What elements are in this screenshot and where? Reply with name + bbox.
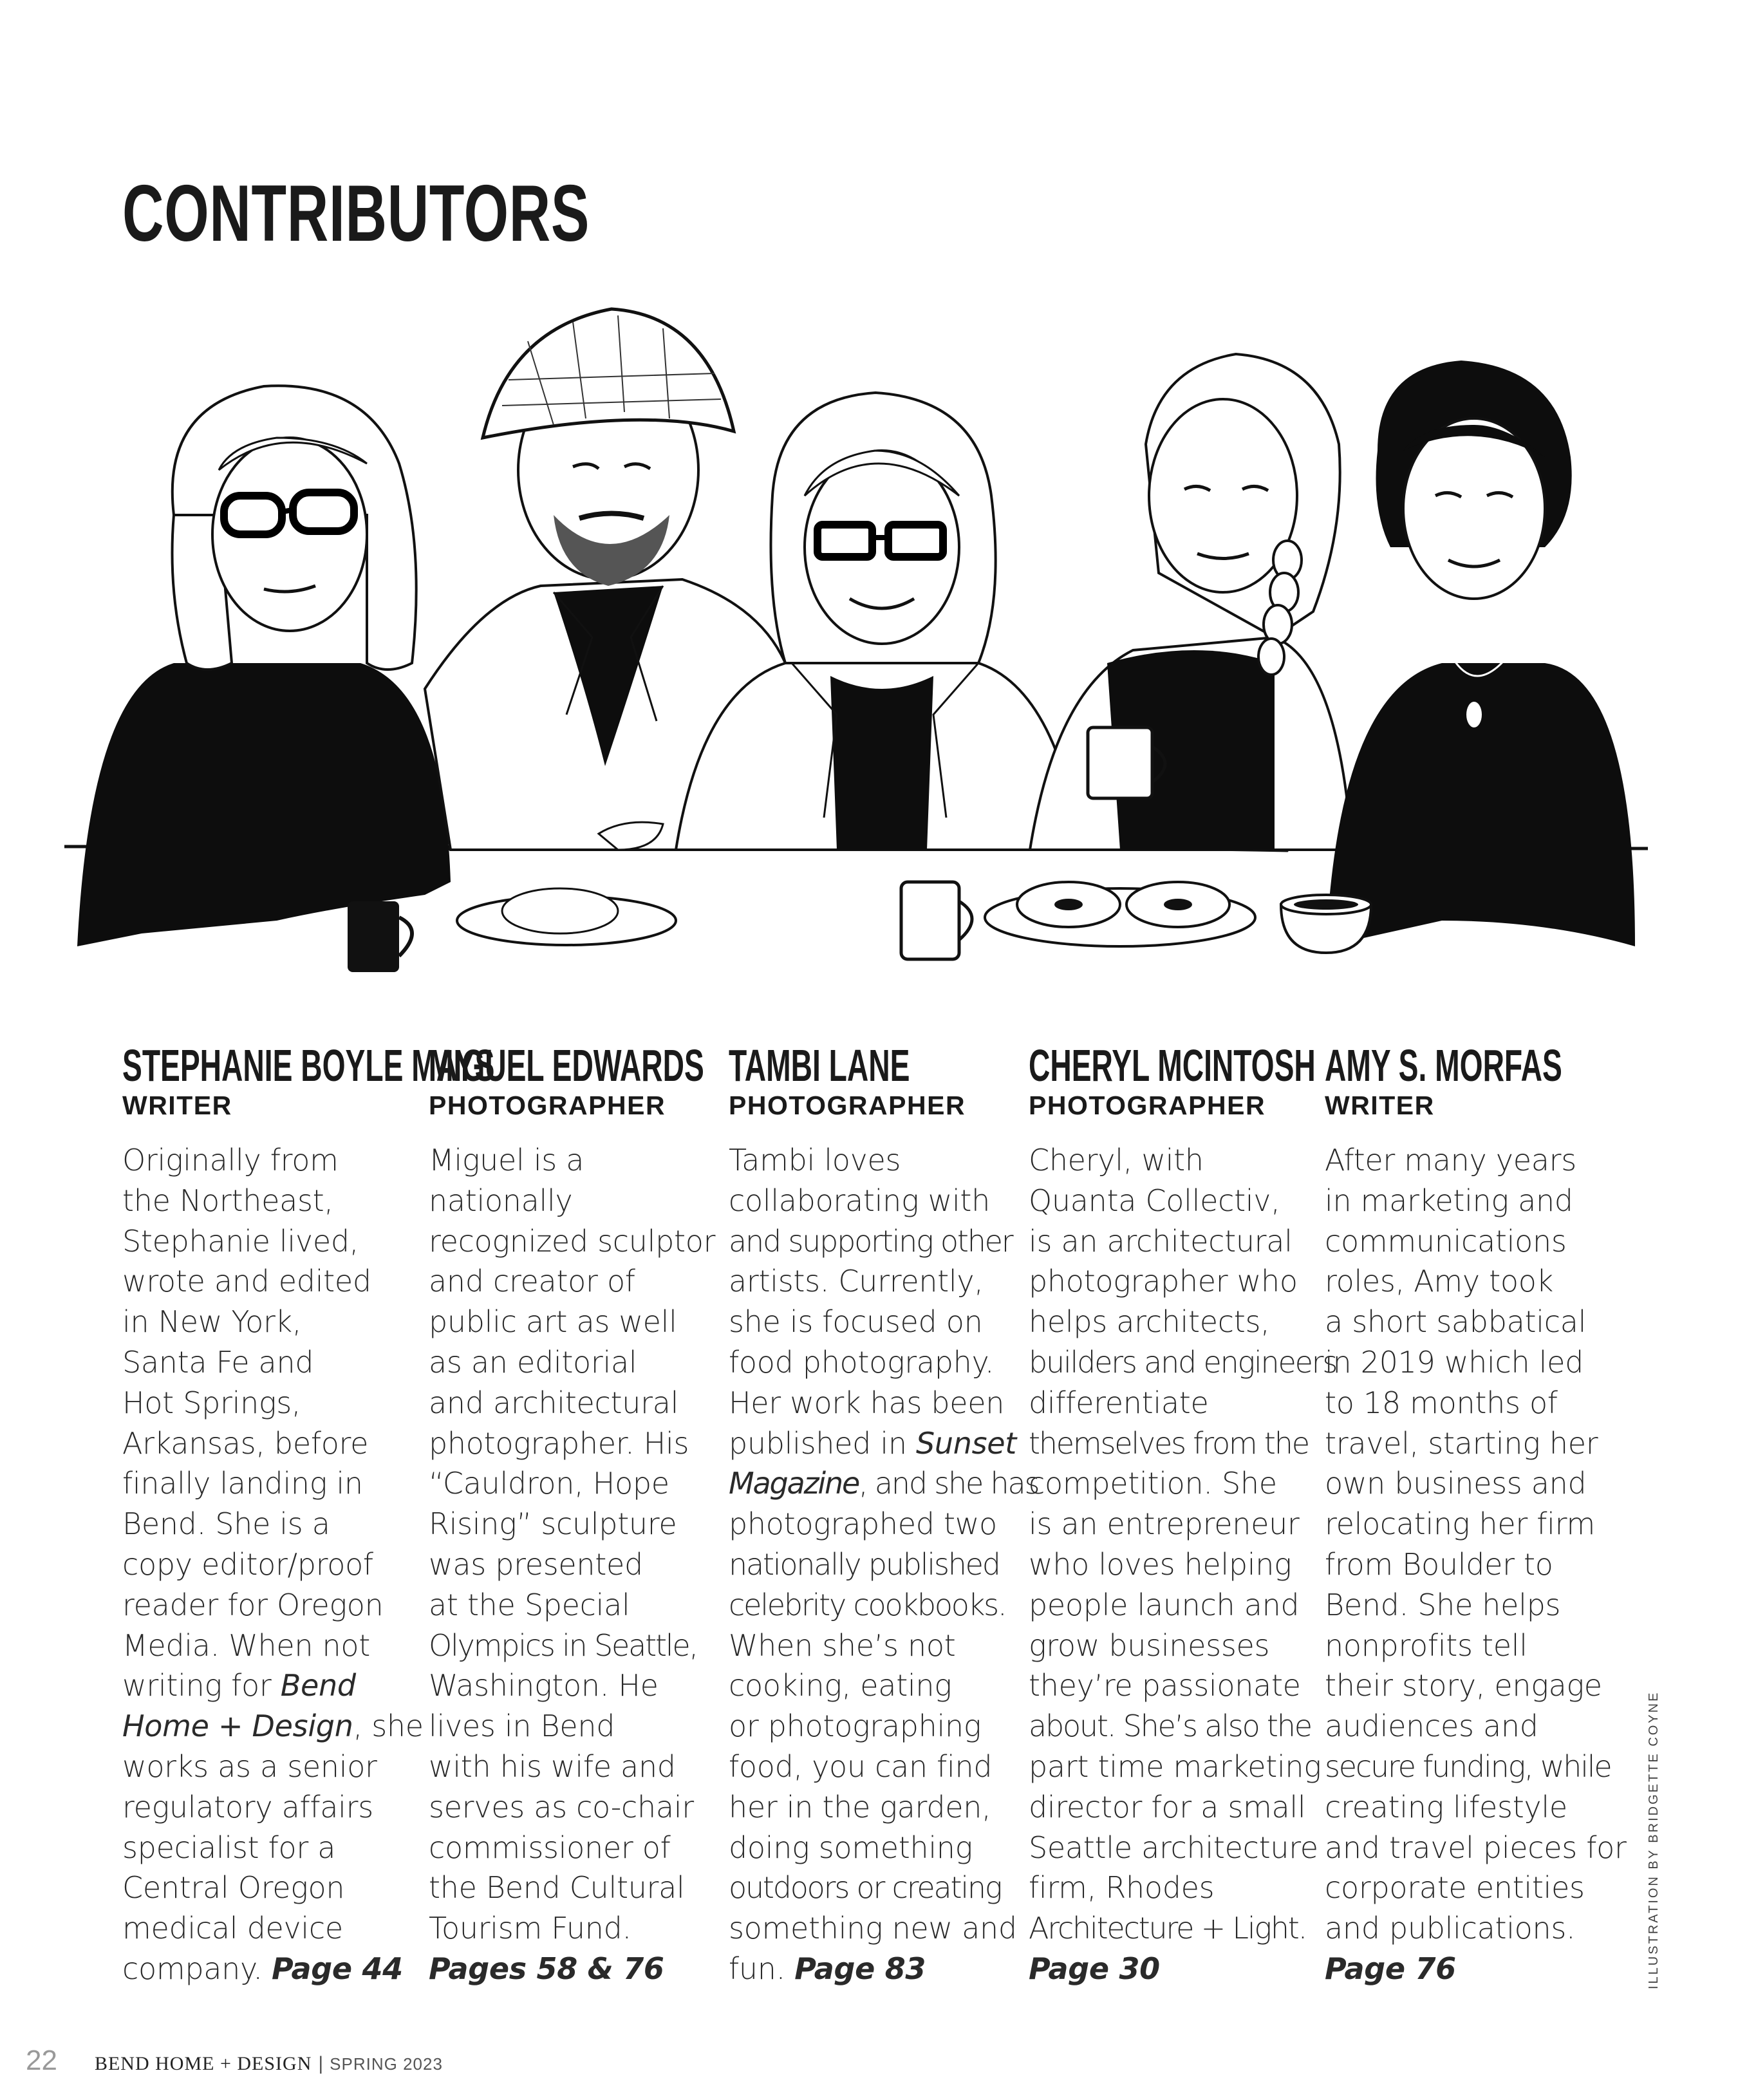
bio-line: and supporting other	[729, 1223, 1013, 1259]
page-number: 22	[26, 2045, 57, 2076]
bio-line: to 18 months of	[1325, 1385, 1558, 1420]
publication-title: Home + Design	[122, 1709, 353, 1744]
contributor-bio	[1325, 1140, 1685, 1989]
bio-line: artists. Currently,	[729, 1264, 984, 1299]
bio-line: they’re passionate	[1029, 1668, 1301, 1703]
bio-line-last	[1325, 1949, 1685, 1989]
bio-line-last	[729, 1949, 1038, 1989]
contributor-bio	[729, 1140, 1038, 1989]
contributor-name: STEPHANIE BOYLE MAYS	[122, 1040, 495, 1091]
contributor-role: WRITER	[122, 1091, 232, 1120]
bio-line: food, you can find	[729, 1748, 993, 1784]
bio-line: with his wife and	[429, 1748, 676, 1784]
bio-line: about. She’s also the	[1029, 1709, 1311, 1744]
illustration-credit: ILLUSTRATION BY BRIDGETTE COYNE	[1647, 1691, 1661, 1989]
bio-line: nationally published	[729, 1546, 1000, 1582]
bio-line: Originally from	[122, 1143, 339, 1177]
bio-line: a short sabbatical	[1325, 1304, 1587, 1340]
bio-line: medical device	[122, 1911, 343, 1946]
bio-line: in marketing and	[1325, 1183, 1573, 1218]
contributors-illustration	[64, 303, 1648, 1004]
bio-line: in 2019 which led	[1325, 1344, 1584, 1380]
bio-line: is an architectural	[1029, 1223, 1293, 1259]
contributor-card-tambi	[729, 1040, 1039, 1989]
bio-line: serves as co-chair	[429, 1789, 694, 1824]
bio-line: photographer who	[1029, 1264, 1298, 1299]
contributor-name: MIGUEL EDWARDS	[429, 1040, 704, 1091]
bio-line: Hot Springs,	[122, 1385, 301, 1420]
bio-line: Bend. She helps	[1325, 1587, 1561, 1622]
bio-line: nonprofits tell	[1325, 1627, 1528, 1663]
bio-line: cooking, eating	[729, 1668, 952, 1703]
bio-line: Central Oregon	[122, 1870, 345, 1906]
publication-title: Magazine	[729, 1466, 859, 1501]
bio-line: roles, Amy took	[1325, 1264, 1553, 1299]
contributor-role: PHOTOGRAPHER	[1029, 1091, 1266, 1120]
bio-line: specialist for a	[122, 1830, 336, 1865]
bio-line-text: company.	[122, 1951, 263, 1986]
contributor-name: CHERYL MCINTOSH	[1029, 1040, 1316, 1091]
page-reference: Page 44	[272, 1951, 403, 1986]
bio-line: Santa Fe and	[122, 1344, 314, 1380]
issue-label: SPRING 2023	[330, 2054, 443, 2074]
bio-line: food photography.	[729, 1344, 995, 1380]
bio-line: public art as well	[429, 1304, 677, 1340]
bio-line: from Boulder to	[1325, 1546, 1553, 1582]
bio-line: regulatory affairs	[122, 1789, 373, 1824]
bio-line: Architecture + Light.	[1029, 1911, 1307, 1946]
bio-line: wrote and edited	[122, 1264, 371, 1299]
bio-line: photographed two	[729, 1506, 997, 1542]
bio-line: part time marketing	[1029, 1748, 1322, 1784]
bio-line: Bend. She is a	[122, 1506, 330, 1542]
publication-title: Bend	[280, 1668, 356, 1703]
bio-line: Arkansas, before	[122, 1425, 369, 1461]
contributor-name: TAMBI LANE	[729, 1040, 910, 1091]
bio-line: works as a senior	[122, 1748, 377, 1784]
portrait-cheryl	[1030, 354, 1352, 850]
bio-line: and travel pieces for	[1325, 1830, 1627, 1865]
footer-separator: |	[318, 2053, 324, 2074]
page-reference: Pages 58 & 76	[429, 1951, 664, 1986]
bio-line: Stephanie lived,	[122, 1223, 359, 1259]
page-reference: Page 83	[794, 1951, 926, 1986]
bio-line: Tourism Fund.	[429, 1911, 631, 1946]
bio-line: Washington. He	[429, 1668, 659, 1703]
page-title: CONTRIBUTORS	[122, 169, 590, 258]
bio-line: commissioner of	[429, 1830, 671, 1865]
contributor-columns	[0, 1040, 1738, 2009]
bio-line-text: fun.	[729, 1951, 785, 1986]
bio-line: own business and	[1325, 1466, 1587, 1501]
bio-line: themselves from the	[1029, 1425, 1309, 1461]
bio-line: her in the garden,	[729, 1789, 991, 1824]
bio-line: was presented	[429, 1546, 643, 1582]
bio-line: helps architects,	[1029, 1304, 1270, 1340]
bio-line: the Northeast,	[122, 1183, 333, 1218]
bio-line: collaborating with	[729, 1183, 991, 1218]
bio-line: reader for Oregon	[122, 1587, 384, 1622]
page-reference: Page 76	[1325, 1951, 1456, 1986]
page-footer	[26, 2045, 443, 2083]
bio-line: “Cauldron, Hope	[429, 1466, 669, 1501]
magazine-name: BEND HOME + DESIGN	[94, 2053, 312, 2074]
bio-line: Magazine, and she has	[729, 1466, 1039, 1501]
bio-line: travel, starting her	[1325, 1425, 1598, 1461]
bio-line: outdoors or creating	[729, 1870, 1002, 1906]
bio-line: firm, Rhodes	[1029, 1870, 1215, 1906]
bio-line: copy editor/proof	[122, 1546, 373, 1582]
bio-line: their story, engage	[1325, 1668, 1602, 1703]
bio-line: published in Sunset	[729, 1425, 1017, 1461]
bio-line: Her work has been	[729, 1385, 1005, 1420]
contributor-role: PHOTOGRAPHER	[429, 1091, 666, 1120]
bio-line: is an entrepreneur	[1029, 1506, 1300, 1542]
bio-line: who loves helping	[1029, 1546, 1292, 1582]
bio-line: Miguel is a	[429, 1143, 584, 1177]
bio-line: and creator of	[429, 1264, 635, 1299]
bio-line: director for a small	[1029, 1789, 1306, 1824]
contributor-card-amy	[1325, 1040, 1685, 1989]
bio-line: secure funding, while	[1325, 1748, 1611, 1784]
bio-line: in New York,	[122, 1304, 302, 1340]
bio-line: Quanta Collectiv,	[1029, 1183, 1280, 1218]
bio-line: Media. When not	[122, 1627, 370, 1663]
bio-line: Tambi loves	[729, 1143, 901, 1177]
bio-line: corporate entities	[1325, 1870, 1585, 1906]
bio-line: After many years	[1325, 1143, 1576, 1177]
contributor-role: PHOTOGRAPHER	[729, 1091, 966, 1120]
bio-line: or photographing	[729, 1709, 982, 1744]
bio-line: builders and engineers	[1029, 1344, 1337, 1380]
bio-line: photographer. His	[429, 1425, 689, 1461]
bio-line: audiences and	[1325, 1709, 1538, 1744]
bio-line: competition. She	[1029, 1466, 1277, 1501]
bio-line: differentiate	[1029, 1385, 1209, 1420]
bio-line: people launch and	[1029, 1587, 1300, 1622]
bio-line: something new and	[729, 1911, 1017, 1946]
bio-line: Olympics in Seattle,	[429, 1627, 697, 1663]
bio-line: communications	[1325, 1223, 1567, 1259]
bio-line: nationally	[429, 1183, 573, 1218]
bio-line: lives in Bend	[429, 1709, 615, 1744]
contributor-name: AMY S. MORFAS	[1325, 1040, 1562, 1091]
bio-line: at the Special	[429, 1587, 630, 1622]
bio-line: creating lifestyle	[1325, 1789, 1567, 1824]
bio-line: as an editorial	[429, 1344, 637, 1380]
bio-line: Seattle architecture	[1029, 1830, 1318, 1865]
bio-line: recognized sculptor	[429, 1223, 716, 1259]
bio-line: When she’s not	[729, 1627, 956, 1663]
bio-line: doing something	[729, 1830, 973, 1865]
page-reference: Page 30	[1029, 1951, 1160, 1986]
contributor-role: WRITER	[1325, 1091, 1435, 1120]
bio-line: Home + Design, she	[122, 1709, 424, 1744]
bio-line: finally landing in	[122, 1466, 363, 1501]
publication-title: Sunset	[916, 1425, 1017, 1461]
bio-line: grow businesses	[1029, 1627, 1270, 1663]
bio-line: and architectural	[429, 1385, 679, 1420]
bio-line: Cheryl, with	[1029, 1143, 1204, 1177]
bio-line: celebrity cookbooks.	[729, 1587, 1006, 1622]
bio-line: the Bend Cultural	[429, 1870, 685, 1906]
bio-line: Rising” sculpture	[429, 1506, 677, 1542]
bio-line: writing for Bend	[122, 1668, 356, 1703]
bio-line: relocating her firm	[1325, 1506, 1595, 1542]
bio-line: she is focused on	[729, 1304, 983, 1340]
bio-line: and publications.	[1325, 1911, 1576, 1946]
